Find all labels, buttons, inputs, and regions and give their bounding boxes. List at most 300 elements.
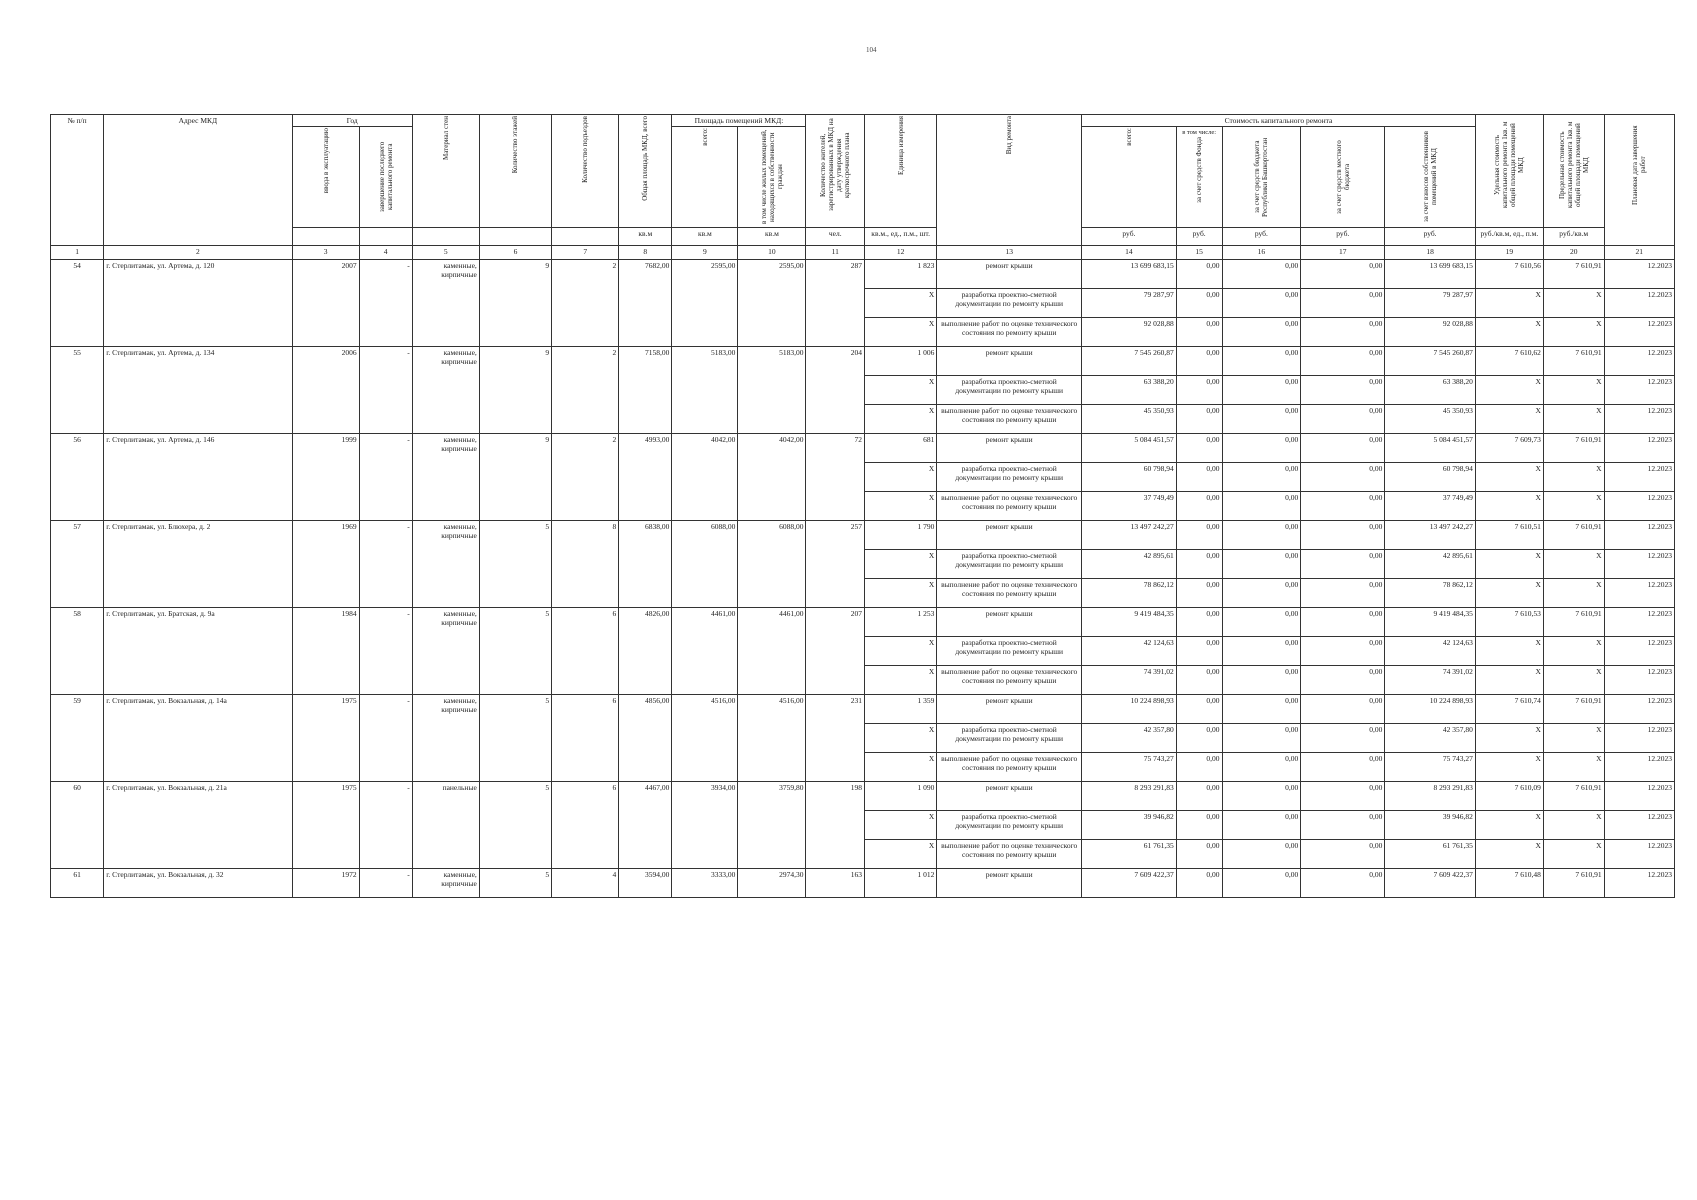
- area-residential: 4042,00: [738, 434, 806, 521]
- work-type: ремонт крыши: [937, 695, 1082, 724]
- building-address: г. Стерлитамак, ул. Артема, д. 134: [104, 347, 292, 434]
- cost-local: 0,00: [1301, 463, 1385, 492]
- plan-date: 12.2023: [1604, 347, 1674, 376]
- building-row: [51, 434, 1675, 463]
- cost-owners: 78 862,12: [1385, 579, 1476, 608]
- cost-rb: 0,00: [1222, 869, 1301, 898]
- max-cost: X: [1543, 289, 1604, 318]
- max-cost: X: [1543, 840, 1604, 869]
- max-cost: X: [1543, 637, 1604, 666]
- unit-quantity: X: [864, 724, 936, 753]
- cost-owners: 79 287,97: [1385, 289, 1476, 318]
- unit-area-res: кв.м: [738, 228, 806, 246]
- work-type: выполнение работ по оценке технического состояния по ремонту крыши: [937, 840, 1082, 869]
- unit-quantity: X: [864, 753, 936, 782]
- column-number: 19: [1475, 246, 1543, 260]
- column-number: 21: [1604, 246, 1674, 260]
- unit-residents: чел.: [806, 228, 865, 246]
- header-work: Вид ремонта: [937, 115, 1082, 246]
- unit-quantity: X: [864, 579, 936, 608]
- year-commission: 1984: [292, 608, 359, 695]
- header-cost-group: Стоимость капитального ремонта: [1082, 115, 1476, 127]
- cost-total: 92 028,88: [1082, 318, 1177, 347]
- max-cost: X: [1543, 666, 1604, 695]
- cost-local: 0,00: [1301, 521, 1385, 550]
- max-cost: X: [1543, 811, 1604, 840]
- entrances-count: 6: [552, 608, 619, 695]
- wall-material: каменные, кирпичные: [412, 260, 479, 347]
- header-area-all: всего:: [672, 127, 738, 228]
- year-last-repair: -: [359, 260, 412, 347]
- unit-cost: X: [1475, 811, 1543, 840]
- column-number: 13: [937, 246, 1082, 260]
- header-num: № п/п: [51, 115, 104, 246]
- cost-fund: 0,00: [1176, 521, 1222, 550]
- unit-cost: 7 610,74: [1475, 695, 1543, 724]
- cost-total: 7 609 422,37: [1082, 869, 1177, 898]
- unit-cost-total: руб.: [1082, 228, 1177, 246]
- cost-owners: 92 028,88: [1385, 318, 1476, 347]
- plan-date: 12.2023: [1604, 840, 1674, 869]
- max-cost: 7 610,91: [1543, 260, 1604, 289]
- cost-rb: 0,00: [1222, 434, 1301, 463]
- unit-cost: X: [1475, 753, 1543, 782]
- header-row-1: [51, 115, 1675, 127]
- work-type: разработка проектно-сметной документации по ремонту крыши: [937, 550, 1082, 579]
- work-type: выполнение работ по оценке технического состояния по ремонту крыши: [937, 579, 1082, 608]
- cost-owners: 42 124,63: [1385, 637, 1476, 666]
- work-type: разработка проектно-сметной документации по ремонту крыши: [937, 289, 1082, 318]
- cost-total: 10 224 898,93: [1082, 695, 1177, 724]
- cost-total: 79 287,97: [1082, 289, 1177, 318]
- row-number: 61: [51, 869, 104, 898]
- entrances-count: 2: [552, 347, 619, 434]
- floors-count: 5: [479, 695, 551, 782]
- residents-count: 231: [806, 695, 865, 782]
- unit-cost: 7 610,56: [1475, 260, 1543, 289]
- area-residential: 2974,30: [738, 869, 806, 898]
- work-type: разработка проектно-сметной документации по ремонту крыши: [937, 637, 1082, 666]
- cost-rb: 0,00: [1222, 811, 1301, 840]
- unit-cost-rb: руб.: [1222, 228, 1301, 246]
- max-cost: X: [1543, 579, 1604, 608]
- cost-fund: 0,00: [1176, 318, 1222, 347]
- floors-count: 5: [479, 782, 551, 869]
- residents-count: 287: [806, 260, 865, 347]
- max-cost: 7 610,91: [1543, 521, 1604, 550]
- header-year-commission: ввода в эксплуатацию: [292, 127, 359, 228]
- wall-material: каменные, кирпичные: [412, 347, 479, 434]
- building-address: г. Стерлитамак, ул. Блюхера, д. 2: [104, 521, 292, 608]
- year-commission: 1975: [292, 782, 359, 869]
- max-cost: X: [1543, 753, 1604, 782]
- unit-cost: 7 610,53: [1475, 608, 1543, 637]
- column-number-row: [51, 246, 1675, 260]
- unit-quantity: X: [864, 550, 936, 579]
- header-area-res: в том числе жилых помещений, находящихся в собственности граждан: [738, 127, 806, 228]
- cost-owners: 74 391,02: [1385, 666, 1476, 695]
- cost-fund: 0,00: [1176, 434, 1222, 463]
- cost-rb: 0,00: [1222, 405, 1301, 434]
- unit-quantity: 1 790: [864, 521, 936, 550]
- unit-cost: X: [1475, 637, 1543, 666]
- work-type: ремонт крыши: [937, 608, 1082, 637]
- floors-count: 9: [479, 347, 551, 434]
- total-area: 7682,00: [619, 260, 672, 347]
- plan-date: 12.2023: [1604, 492, 1674, 521]
- work-type: выполнение работ по оценке технического состояния по ремонту крыши: [937, 405, 1082, 434]
- cost-rb: 0,00: [1222, 753, 1301, 782]
- header-cost-total: всего:: [1082, 127, 1177, 228]
- cost-fund: 0,00: [1176, 550, 1222, 579]
- unit-cost: 7 610,62: [1475, 347, 1543, 376]
- plan-date: 12.2023: [1604, 405, 1674, 434]
- cost-fund: 0,00: [1176, 869, 1222, 898]
- work-type: ремонт крыши: [937, 260, 1082, 289]
- max-cost: X: [1543, 463, 1604, 492]
- column-number: 20: [1543, 246, 1604, 260]
- row-number: 54: [51, 260, 104, 347]
- column-number: 5: [412, 246, 479, 260]
- unit-quantity: 681: [864, 434, 936, 463]
- plan-date: 12.2023: [1604, 289, 1674, 318]
- row-number: 55: [51, 347, 104, 434]
- cost-rb: 0,00: [1222, 289, 1301, 318]
- header-address: Адрес МКД: [104, 115, 292, 246]
- column-number: 11: [806, 246, 865, 260]
- work-type: разработка проектно-сметной документации по ремонту крыши: [937, 463, 1082, 492]
- cost-owners: 9 419 484,35: [1385, 608, 1476, 637]
- cost-fund: 0,00: [1176, 289, 1222, 318]
- entrances-count: 2: [552, 434, 619, 521]
- year-commission: 1975: [292, 695, 359, 782]
- unit-cost: X: [1475, 376, 1543, 405]
- cost-total: 74 391,02: [1082, 666, 1177, 695]
- year-last-repair: -: [359, 347, 412, 434]
- area-all: 3333,00: [672, 869, 738, 898]
- column-number: 4: [359, 246, 412, 260]
- header-entrances: Количество подъездов: [552, 115, 619, 228]
- cost-rb: 0,00: [1222, 579, 1301, 608]
- floors-count: 5: [479, 521, 551, 608]
- column-number: 10: [738, 246, 806, 260]
- building-address: г. Стерлитамак, ул. Вокзальная, д. 14а: [104, 695, 292, 782]
- unit-quantity: X: [864, 463, 936, 492]
- row-number: 56: [51, 434, 104, 521]
- work-type: выполнение работ по оценке технического состояния по ремонту крыши: [937, 666, 1082, 695]
- unit-cost-owners: руб.: [1385, 228, 1476, 246]
- unit-quantity: 1 090: [864, 782, 936, 811]
- cost-fund: 0,00: [1176, 260, 1222, 289]
- unit-cost-local: руб.: [1301, 228, 1385, 246]
- building-row: [51, 782, 1675, 811]
- work-type: разработка проектно-сметной документации по ремонту крыши: [937, 811, 1082, 840]
- cost-fund: 0,00: [1176, 782, 1222, 811]
- cost-total: 45 350,93: [1082, 405, 1177, 434]
- plan-date: 12.2023: [1604, 463, 1674, 492]
- total-area: 4467,00: [619, 782, 672, 869]
- cost-owners: 60 798,94: [1385, 463, 1476, 492]
- max-cost: 7 610,91: [1543, 608, 1604, 637]
- year-commission: 1972: [292, 869, 359, 898]
- column-number: 6: [479, 246, 551, 260]
- cost-owners: 7 609 422,37: [1385, 869, 1476, 898]
- work-type: выполнение работ по оценке технического состояния по ремонту крыши: [937, 753, 1082, 782]
- column-number: 17: [1301, 246, 1385, 260]
- unit-cost: X: [1475, 579, 1543, 608]
- unit-cost: X: [1475, 492, 1543, 521]
- cost-total: 60 798,94: [1082, 463, 1177, 492]
- work-type: ремонт крыши: [937, 521, 1082, 550]
- building-row: [51, 608, 1675, 637]
- unit-total-area: кв.м: [619, 228, 672, 246]
- work-type: выполнение работ по оценке технического состояния по ремонту крыши: [937, 492, 1082, 521]
- unit-quantity: X: [864, 376, 936, 405]
- column-number: 7: [552, 246, 619, 260]
- area-residential: 6088,00: [738, 521, 806, 608]
- work-type: ремонт крыши: [937, 869, 1082, 898]
- header-year-last: завершение последнего капитального ремонта: [359, 127, 412, 228]
- max-cost: X: [1543, 492, 1604, 521]
- unit-cost: 7 610,51: [1475, 521, 1543, 550]
- area-all: 5183,00: [672, 347, 738, 434]
- cost-local: 0,00: [1301, 811, 1385, 840]
- year-last-repair: -: [359, 782, 412, 869]
- column-number: 14: [1082, 246, 1177, 260]
- area-all: 6088,00: [672, 521, 738, 608]
- cost-local: 0,00: [1301, 376, 1385, 405]
- unit-cost: 7 610,48: [1475, 869, 1543, 898]
- residents-count: 72: [806, 434, 865, 521]
- unit-cost: X: [1475, 840, 1543, 869]
- building-address: г. Стерлитамак, ул. Артема, д. 146: [104, 434, 292, 521]
- building-address: г. Стерлитамак, ул. Артема, д. 120: [104, 260, 292, 347]
- cost-total: 61 761,35: [1082, 840, 1177, 869]
- area-all: 3934,00: [672, 782, 738, 869]
- cost-rb: 0,00: [1222, 521, 1301, 550]
- residents-count: 198: [806, 782, 865, 869]
- cost-fund: 0,00: [1176, 347, 1222, 376]
- cost-owners: 7 545 260,87: [1385, 347, 1476, 376]
- cost-total: 78 862,12: [1082, 579, 1177, 608]
- entrances-count: 6: [552, 695, 619, 782]
- max-cost: X: [1543, 550, 1604, 579]
- cost-total: 42 124,63: [1082, 637, 1177, 666]
- header-cost-fund: в том числе: за счет средств Фонда: [1176, 127, 1222, 228]
- header-unit: Единица измерения: [864, 115, 936, 228]
- cost-owners: 45 350,93: [1385, 405, 1476, 434]
- max-cost: 7 610,91: [1543, 347, 1604, 376]
- unit-quantity: X: [864, 405, 936, 434]
- building-row: [51, 260, 1675, 289]
- cost-local: 0,00: [1301, 318, 1385, 347]
- plan-date: 12.2023: [1604, 782, 1674, 811]
- total-area: 7158,00: [619, 347, 672, 434]
- cost-fund: 0,00: [1176, 608, 1222, 637]
- cost-local: 0,00: [1301, 724, 1385, 753]
- residents-count: 204: [806, 347, 865, 434]
- cost-owners: 13 699 683,15: [1385, 260, 1476, 289]
- plan-date: 12.2023: [1604, 434, 1674, 463]
- building-address: г. Стерлитамак, ул. Вокзальная, д. 32: [104, 869, 292, 898]
- cost-owners: 13 497 242,27: [1385, 521, 1476, 550]
- header-cost-rb: за счет средств бюджета Республики Башкортостан: [1222, 127, 1301, 228]
- column-number: 9: [672, 246, 738, 260]
- total-area: 4856,00: [619, 695, 672, 782]
- cost-rb: 0,00: [1222, 550, 1301, 579]
- unit-cost: 7 609,73: [1475, 434, 1543, 463]
- header-unit-cost: Удельная стоимость капитального ремонта 1кв. м общей площади помещений МКД: [1475, 115, 1543, 228]
- plan-date: 12.2023: [1604, 608, 1674, 637]
- unit-cost-fund: руб.: [1176, 228, 1222, 246]
- year-commission: 1999: [292, 434, 359, 521]
- column-number: 1: [51, 246, 104, 260]
- building-row: [51, 869, 1675, 898]
- total-area: 6838,00: [619, 521, 672, 608]
- wall-material: каменные, кирпичные: [412, 521, 479, 608]
- cost-rb: 0,00: [1222, 782, 1301, 811]
- plan-date: 12.2023: [1604, 753, 1674, 782]
- header-area-group: Площадь помещений МКД:: [672, 115, 806, 127]
- total-area: 4993,00: [619, 434, 672, 521]
- unit-quantity: 1 823: [864, 260, 936, 289]
- cost-rb: 0,00: [1222, 492, 1301, 521]
- column-number: 2: [104, 246, 292, 260]
- work-type: ремонт крыши: [937, 782, 1082, 811]
- cost-rb: 0,00: [1222, 695, 1301, 724]
- unit-quantity: X: [864, 840, 936, 869]
- header-incl-group: в том числе:: [1182, 129, 1217, 136]
- unit-quantity: X: [864, 289, 936, 318]
- cost-rb: 0,00: [1222, 318, 1301, 347]
- cost-owners: 75 743,27: [1385, 753, 1476, 782]
- unit-quantity: X: [864, 666, 936, 695]
- plan-date: 12.2023: [1604, 318, 1674, 347]
- cost-total: 39 946,82: [1082, 811, 1177, 840]
- cost-rb: 0,00: [1222, 637, 1301, 666]
- column-number: 12: [864, 246, 936, 260]
- wall-material: каменные, кирпичные: [412, 608, 479, 695]
- header-max-cost: Предельная стоимость капитального ремонта 1кв. м общей площади помещений МКД: [1543, 115, 1604, 228]
- unit-cost: X: [1475, 550, 1543, 579]
- cost-local: 0,00: [1301, 753, 1385, 782]
- year-last-repair: -: [359, 695, 412, 782]
- header-plan-date: Плановая дата завершения работ: [1604, 115, 1674, 246]
- year-commission: 2006: [292, 347, 359, 434]
- cost-rb: 0,00: [1222, 376, 1301, 405]
- cost-fund: 0,00: [1176, 376, 1222, 405]
- cost-owners: 63 388,20: [1385, 376, 1476, 405]
- cost-local: 0,00: [1301, 840, 1385, 869]
- cost-local: 0,00: [1301, 434, 1385, 463]
- plan-date: 12.2023: [1604, 521, 1674, 550]
- cost-rb: 0,00: [1222, 840, 1301, 869]
- column-number: 15: [1176, 246, 1222, 260]
- cost-local: 0,00: [1301, 347, 1385, 376]
- cost-fund: 0,00: [1176, 811, 1222, 840]
- cost-fund: 0,00: [1176, 666, 1222, 695]
- wall-material: панельные: [412, 782, 479, 869]
- cost-total: 8 293 291,83: [1082, 782, 1177, 811]
- cost-rb: 0,00: [1222, 463, 1301, 492]
- cost-local: 0,00: [1301, 608, 1385, 637]
- unit-quantity: X: [864, 492, 936, 521]
- unit-quantity: X: [864, 637, 936, 666]
- max-cost: 7 610,91: [1543, 782, 1604, 811]
- header-total-area: Общая площадь МКД, всего: [619, 115, 672, 228]
- floors-count: 5: [479, 608, 551, 695]
- year-last-repair: -: [359, 521, 412, 608]
- cost-owners: 39 946,82: [1385, 811, 1476, 840]
- cost-local: 0,00: [1301, 579, 1385, 608]
- area-residential: 4461,00: [738, 608, 806, 695]
- header-wall: Материал стен: [412, 115, 479, 228]
- cost-rb: 0,00: [1222, 260, 1301, 289]
- cost-fund: 0,00: [1176, 405, 1222, 434]
- work-type: ремонт крыши: [937, 434, 1082, 463]
- entrances-count: 4: [552, 869, 619, 898]
- year-last-repair: -: [359, 869, 412, 898]
- residents-count: 257: [806, 521, 865, 608]
- floors-count: 9: [479, 434, 551, 521]
- header-floors: Количество этажей: [479, 115, 551, 228]
- cost-local: 0,00: [1301, 492, 1385, 521]
- plan-date: 12.2023: [1604, 579, 1674, 608]
- cost-total: 42 357,80: [1082, 724, 1177, 753]
- cost-local: 0,00: [1301, 782, 1385, 811]
- unit-cost: X: [1475, 318, 1543, 347]
- unit-cost: X: [1475, 405, 1543, 434]
- entrances-count: 6: [552, 782, 619, 869]
- cost-fund: 0,00: [1176, 753, 1222, 782]
- year-commission: 1969: [292, 521, 359, 608]
- cost-total: 9 419 484,35: [1082, 608, 1177, 637]
- cost-owners: 8 293 291,83: [1385, 782, 1476, 811]
- unit-cost: X: [1475, 289, 1543, 318]
- unit-area-all: кв.м: [672, 228, 738, 246]
- unit-cost: X: [1475, 724, 1543, 753]
- max-cost: X: [1543, 376, 1604, 405]
- year-last-repair: -: [359, 434, 412, 521]
- header-cost-owners: за счет взносов собственников помещений в МКД: [1385, 127, 1476, 228]
- cost-total: 7 545 260,87: [1082, 347, 1177, 376]
- plan-date: 12.2023: [1604, 811, 1674, 840]
- cost-local: 0,00: [1301, 666, 1385, 695]
- building-address: г. Стерлитамак, ул. Братская, д. 9а: [104, 608, 292, 695]
- cost-total: 13 497 242,27: [1082, 521, 1177, 550]
- area-all: 4042,00: [672, 434, 738, 521]
- residents-count: 207: [806, 608, 865, 695]
- floors-count: 5: [479, 869, 551, 898]
- row-number: 57: [51, 521, 104, 608]
- unit-measure: кв.м., ед., п.м., шт.: [864, 228, 936, 246]
- unit-max-cost: руб./кв.м: [1543, 228, 1604, 246]
- unit-quantity: X: [864, 811, 936, 840]
- wall-material: каменные, кирпичные: [412, 434, 479, 521]
- plan-date: 12.2023: [1604, 695, 1674, 724]
- page-number: 104: [866, 46, 877, 54]
- cost-local: 0,00: [1301, 869, 1385, 898]
- work-type: выполнение работ по оценке технического состояния по ремонту крыши: [937, 318, 1082, 347]
- column-number: 8: [619, 246, 672, 260]
- year-last-repair: -: [359, 608, 412, 695]
- cost-rb: 0,00: [1222, 347, 1301, 376]
- cost-fund: 0,00: [1176, 637, 1222, 666]
- unit-cost: X: [1475, 666, 1543, 695]
- cost-owners: 10 224 898,93: [1385, 695, 1476, 724]
- plan-date: 12.2023: [1604, 260, 1674, 289]
- wall-material: каменные, кирпичные: [412, 695, 479, 782]
